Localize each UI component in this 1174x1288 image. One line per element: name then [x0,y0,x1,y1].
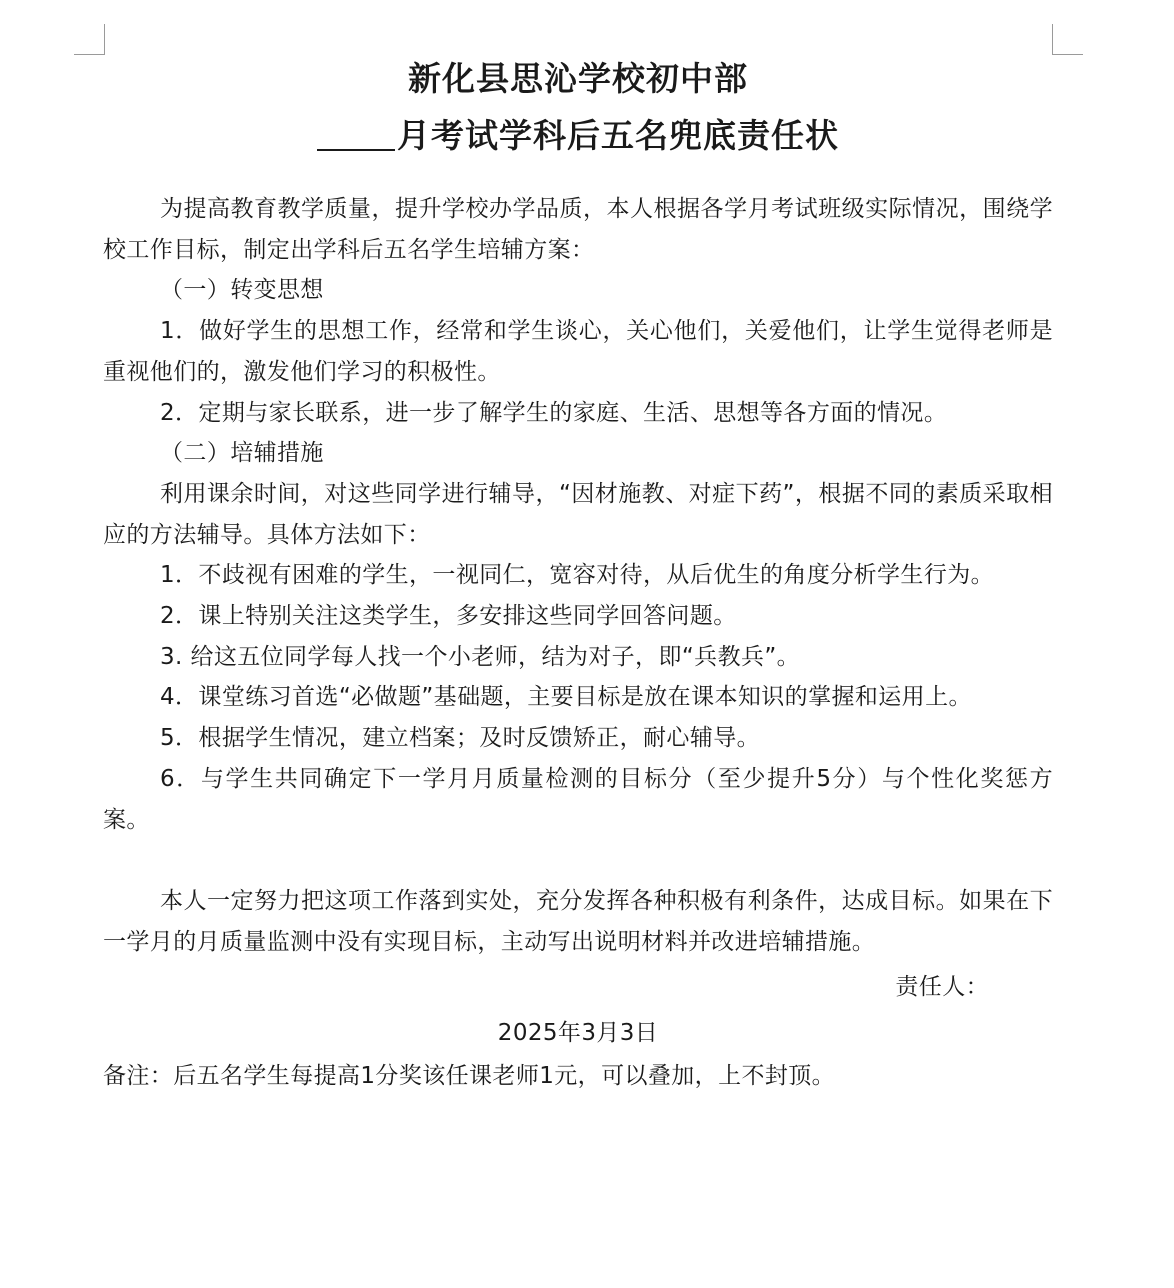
section2-item-5: 5．根据学生情况，建立档案；及时反馈矫正，耐心辅导。 [160,725,761,752]
section2-lead: 利用课余时间，对这些同学进行辅导，“因材施教、对症下药”，根据不同的素质采取相应的方法辅导。具体方法如下： [103,480,1053,548]
commitment-paragraph: 本人一定努力把这项工作落到实处，充分发挥各种积极有利条件，达成目标。如果在下一学月的月质量监测中没有实现目标，主动写出说明材料并改进培辅措施。 [103,888,1053,955]
signing-date: 2025年3月3日 [497,1020,659,1047]
section1-item-1: 1．做好学生的思想工作，经常和学生谈心，关心他们，关爱他们，让学生觉得老师是重视他们的，激发他们学习的积极性。 [103,318,1053,385]
section2-item-6: 6．与学生共同确定下一学月月质量检测的目标分（至少提升5分）与个性化奖惩方案。 [103,765,1053,833]
section2-heading: （二）培辅措施 [160,440,324,467]
section2-item-4: 4．课堂练习首选“必做题”基础题，主要目标是放在课本知识的掌握和运用上。 [160,684,972,711]
section1-heading: （一）转变思想 [160,277,324,304]
intro-paragraph: 为提高教育教学质量，提升学校办学品质，本人根据各学月考试班级实际情况，围绕学校工作目标，制定出学科后五名学生培辅方案： [103,196,1053,263]
remark-note: 备注：后五名学生每提高1分奖该任课老师1元，可以叠加，上不封顶。 [103,1063,836,1090]
document-title-school: 新化县思沁学校初中部 [408,59,748,98]
section2-item-1: 1．不歧视有困难的学生，一视同仁，宽容对待，从后优生的角度分析学生行为。 [160,562,995,589]
page-corner-mark-right [1052,24,1083,55]
document-title-responsibility [103,109,1053,163]
signer-label: 责任人： [895,973,989,1000]
document-page [103,52,1053,1097]
section2-item-2: 2．课上特别关注这类学生，多安排这些同学回答问题。 [160,603,737,630]
section2-item-3: 3. 给这五位同学每人找一个小老师，结为对子，即“兵教兵”。 [160,643,801,670]
document-title-text: 月考试学科后五名兜底责任状 [397,116,839,155]
section1-item-2: 2．定期与家长联系，进一步了解学生的家庭、生活、思想等各方面的情况。 [160,399,948,426]
month-blank-line [317,113,395,151]
page-corner-mark-left [74,24,105,55]
document-body [103,189,1053,1097]
paragraph-spacer [103,840,1053,881]
